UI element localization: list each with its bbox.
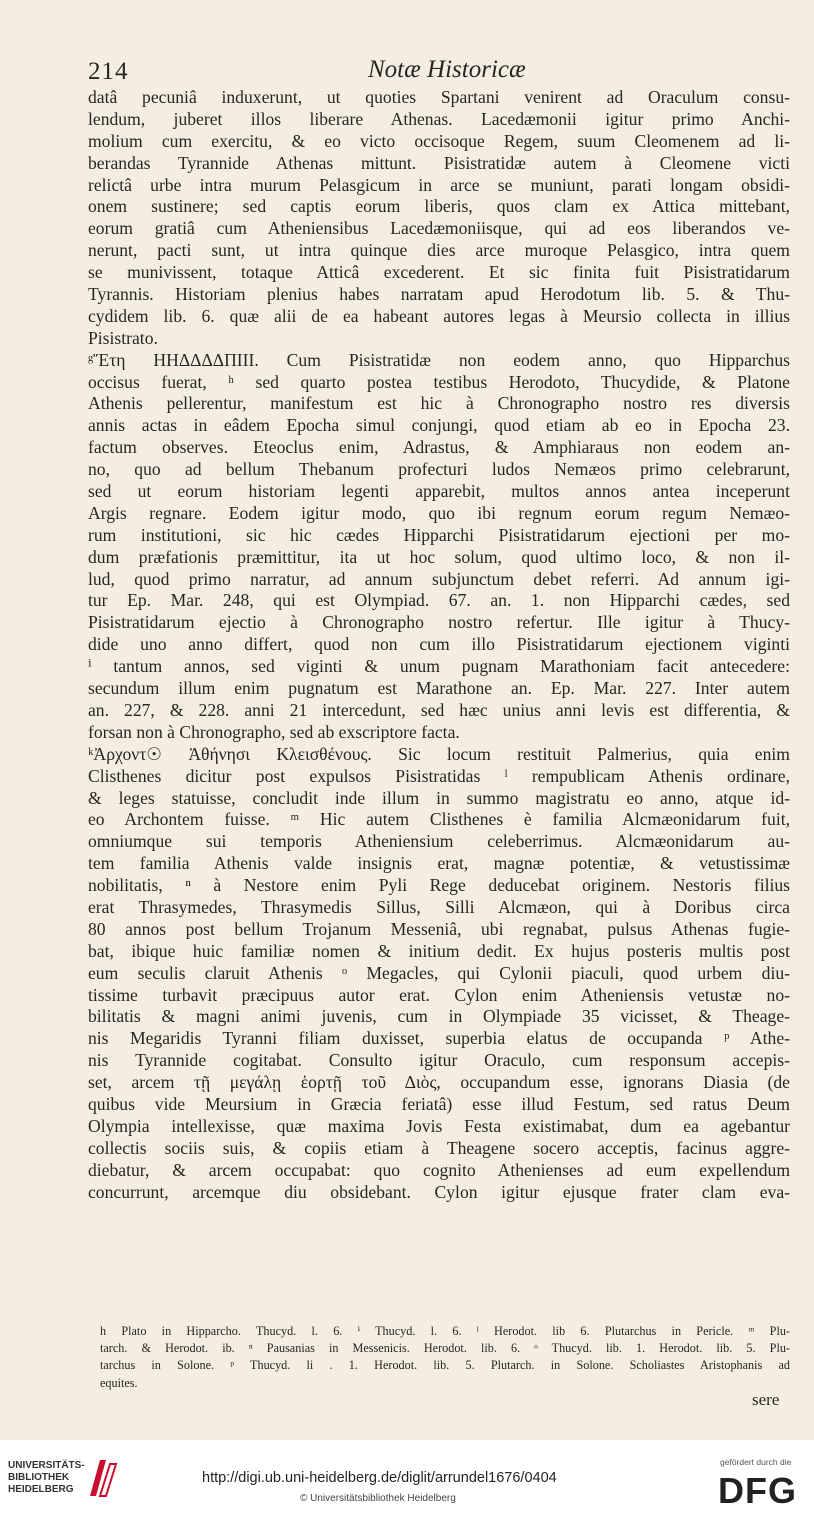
text-line: ᵏἈρχοντ☉ Ἀθήνησι Κλεισθένους. Sic locum restituit Palmerius, quia enim — [88, 743, 790, 764]
text-line: nis Tyrannide cogitabat. Consulto igitur Oraculo, cum responsum accepis- — [88, 1050, 790, 1071]
page-header — [88, 50, 788, 90]
text-line: concurrunt, arcemque diu obsidebant. Cylon igitur ejusque frater clam eva- — [88, 1181, 790, 1202]
text-line: set, arcem τῇ μεγάλῃ ἑορτῇ τοῦ Διὸς, occupandum esse, ignorans Diasia (de — [88, 1072, 790, 1093]
text-line: sed ut eorum historiam legenti apparebit, multos annos antea inceperunt — [88, 481, 790, 502]
text-line: lendum, juberet illos liberare Athenas. Lacedæmonii igitur primo Anchi- — [88, 108, 790, 129]
text-line: ⁱ tantum annos, sed viginti & unum pugnam Marathoniam facit antecedere: — [88, 656, 790, 677]
running-title: Notæ Historicæ — [368, 56, 526, 83]
text-line: rum institutioni, sic hic cædes Hipparchi Pisistratidarum ejectioni per mo- — [88, 524, 790, 545]
text-line: omniumque sui temporis Atheniensium celeberrimus. Alcmæonidarum au- — [88, 831, 790, 852]
viewer-footer — [0, 1440, 814, 1517]
text-line: forsan non à Chronographo, sed ab exscriptore facta. — [88, 721, 460, 742]
text-line: an. 227, & 228. anni 21 intercedunt, sed hæc unius anni levis est differentia, & — [88, 699, 790, 720]
text-line: Pisistratidarum ejectio à Chronographo nostro refertur. Ille igitur à Thucy- — [88, 612, 790, 633]
footnote-line: tarch. & Herodot. ib. ⁿ Pausanias in Messenicis. Herodot. lib. 6. ᵒ Thucyd. lib. 1. Herodot. lib. 5. Plu- — [100, 1341, 790, 1356]
text-line: ᵍἜτη ΗΗΔΔΔΔΠΙΙΙ. Cum Pisistratidæ non eodem anno, quo Hipparchus — [88, 349, 790, 370]
footnote-line: equites. — [100, 1375, 138, 1390]
library-logo-text: UNIVERSITÄTS- BIBLIOTHEK HEIDELBERG — [8, 1460, 85, 1495]
text-line: 80 annos post bellum Trojanum Messeniâ, ubi regnabat, pulsus Athenas fugie- — [88, 918, 790, 939]
text-line: tissime turbavit præcipuus autor erat. Cylon enim Atheniensis vetustæ no- — [88, 984, 790, 1005]
dfg-logo[interactable]: DFG — [718, 1470, 797, 1511]
text-line: nobilitatis, ⁿ à Nestore enim Pyli Rege deducebat originem. Nestoris filius — [88, 875, 790, 896]
text-line: tur Ep. Mar. 248, qui est Olympiad. 67. an. 1. non Hipparchi cædes, sed — [88, 590, 790, 611]
text-line: collectis sociis suis, & copiis etiam à Theagene socero acceptis, facinus aggre- — [88, 1137, 790, 1158]
text-line: se munivissent, totaque Atticâ excederent. Et sic finita fuit Pisistratidarum — [88, 262, 790, 283]
text-line: erat Thrasymedes, Thrasymedis Sillus, Silli Alcmæon, qui à Doribus circa — [88, 896, 790, 917]
text-line: datâ pecuniâ induxerunt, ut quoties Spartani venirent ad Oraculum consu- — [88, 87, 790, 107]
text-line: bilitatis & magni animi juvenis, cum in Olympiade 35 vicisset, & Theage- — [88, 1006, 790, 1027]
catchword: sere — [752, 1390, 780, 1409]
footnote-line: h Plato in Hipparcho. Thucyd. l. 6. ⁱ Thucyd. l. 6. ˡ Herodot. lib 6. Plutarchus in Pericle. ᵐ Plu- — [100, 1324, 790, 1338]
text-line: eo Archontem fuisse. ᵐ Hic autem Clisthenes è familia Alcmæonidarum fuit, — [88, 809, 790, 830]
text-line: relictâ urbe intra murum Pelasgicum in arce se muniunt, parati longam obsidi- — [88, 174, 790, 195]
text-line: Olympia intellexisse, quæ maxima Jovis Festa existimabat, dum ea agebantur — [88, 1115, 790, 1136]
text-line: onem sustinere; sed captis eorum liberis, quos clam ex Attica mittebant, — [88, 196, 790, 217]
footnotes — [100, 1323, 790, 1392]
text-line: no, quo ad bellum Thebanum profecturi ludos Nemæos primo celebrarunt, — [88, 459, 790, 480]
text-line: dide uno anno differt, quod non cum illo Pisistratidarum ejectionem viginti — [88, 634, 790, 655]
text-line: Clisthenes dicitur post expulsos Pisistratidas ˡ rempublicam Athenis ordinare, — [88, 765, 790, 786]
copyright-notice: © Universitätsbibliothek Heidelberg — [300, 1493, 456, 1504]
text-line: eum seculis claruit Athenis ᵒ Megacles, qui Cylonii piaculi, quod urbem diu- — [88, 962, 790, 983]
library-logo[interactable] — [8, 1460, 118, 1504]
text-line: annis actas in eâdem Epocha simul conjungi, quod etiam ab eo in Epocha 23. — [88, 415, 790, 436]
text-line: secundum illum enim pugnatum est Marathone an. Ep. Mar. 227. Inter autem — [88, 678, 790, 699]
text-line: Pisistrato. — [88, 327, 158, 348]
text-line: Tyrannis. Historiam plenius habes narratam apud Herodotum lib. 5. & Thu- — [88, 284, 790, 305]
funding-label: gefördert durch die — [720, 1457, 792, 1467]
text-line: occisus fuerat, ʰ sed quarto postea testibus Herodoto, Thucydide, & Platone — [88, 371, 790, 392]
text-line: molium cum exercitu, & eo victo occisoque Regem, suum Cleomenem ad li- — [88, 130, 790, 151]
text-line: diebatur, & arcem occupabat: quo cognito Athenienses ad eum expellendum — [88, 1159, 790, 1180]
text-line: Argis regnare. Eodem igitur modo, quo ibi regnum eorum regum Nemæo- — [88, 502, 790, 523]
text-line: tem familia Athenis valde insignis erat, magnæ potentiæ, & vetustissimæ — [88, 853, 790, 874]
library-emblem-icon — [86, 1456, 120, 1500]
text-line: factum observes. Eteoclus enim, Adrastus, & Amphiaraus non eodem an- — [88, 437, 790, 458]
page-number: 214 — [88, 58, 129, 85]
text-line: Athenis pellerentur, manifestum est hic à Chronographo nostro res diversis — [88, 393, 790, 414]
text-line: bat, ibique huic familiæ nomen & initium dedit. Ex hujus posteris multis post — [88, 940, 790, 961]
text-line: quibus vide Meursium in Græcia feriatâ) esse illud Festum, sed ratus Deum — [88, 1093, 790, 1114]
text-line: nerunt, pacti sunt, ut intra quinque dies arce muroque Pelasgico, intra quem — [88, 240, 790, 261]
text-line: lud, quod primo narratur, ad annum subjunctum debet referri. Ad annum igi- — [88, 568, 790, 589]
text-line: dum præfationis præmittitur, ita ut hoc solum, quod ultimo loco, & non il- — [88, 546, 790, 567]
text-line: cydidem lib. 6. quæ alii de ea habeant autores legas à Meursio collecta in illius — [88, 305, 790, 326]
text-line: eorum gratiâ cum Atheniensibus Lacedæmoniisque, qui ad eos liberandos ve- — [88, 218, 790, 239]
footnote-line: tarchus in Solone. ᵖ Thucyd. li . 1. Herodot. lib. 5. Plutarch. in Solone. Scholiastes Aristophanis ad — [100, 1358, 790, 1373]
text-line: nis Megaridis Tyranni filiam duxisset, superbia elatus de occupanda ᵖ Athe- — [88, 1028, 790, 1049]
text-line: & leges statuisse, concludit inde illum in summo magistratu eo anno, atque id- — [88, 787, 790, 808]
text-line: berandas Tyrannide Athenas mittunt. Pisistratidæ autem à Cleomene victi — [88, 152, 790, 173]
main-text — [88, 87, 790, 1203]
source-link[interactable]: http://digi.ub.uni-heidelberg.de/diglit/arrundel1676/0404 — [202, 1470, 557, 1486]
